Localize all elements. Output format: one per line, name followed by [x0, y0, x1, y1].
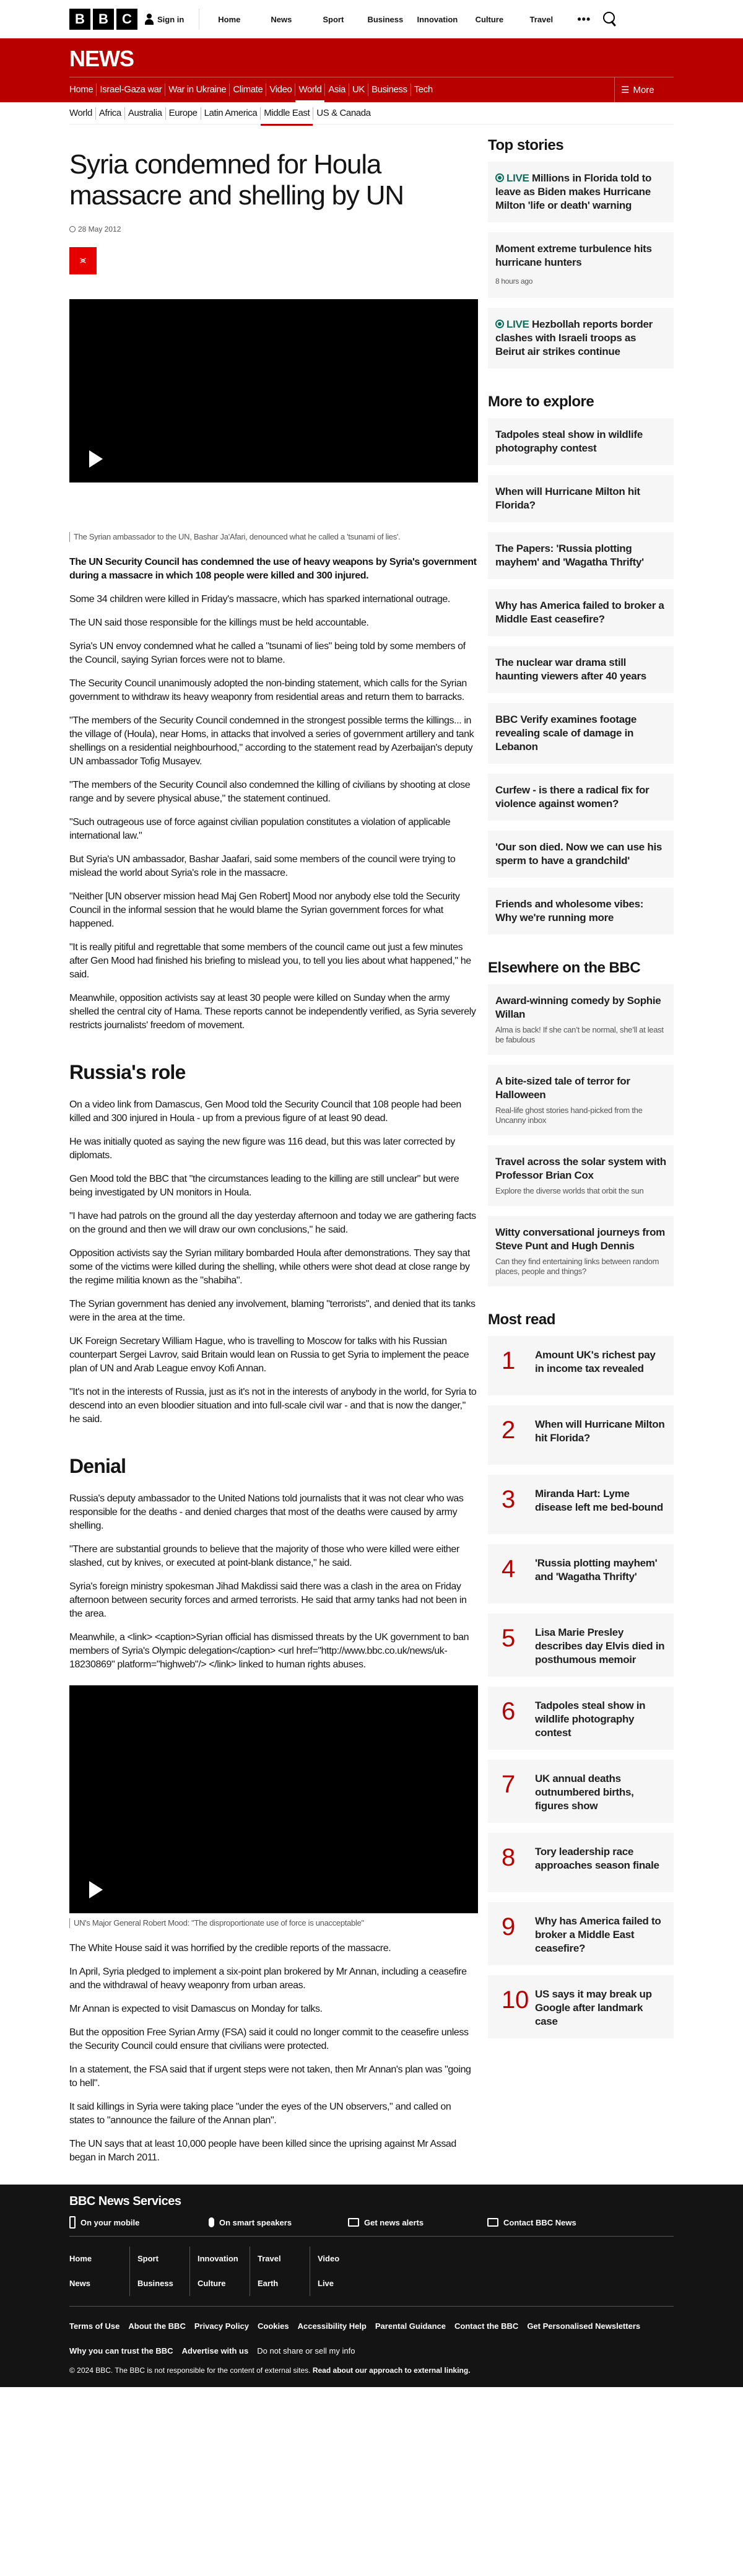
footer-link-parental-guidance[interactable]: Parental Guidance [375, 2321, 446, 2331]
user-icon [145, 14, 154, 25]
mail-icon [487, 2218, 498, 2227]
rank-number: 7 [502, 1771, 515, 1798]
more-label: More [633, 84, 654, 95]
article-paragraph: Gen Mood told the BBC that "the circumstances leading to the killing are still unclear" but were being investigated by UN monitors in Houla. [69, 1174, 459, 1198]
article-paragraph: In a statement, the FSA said that if urgent steps were not taken, then Mr Annan's plan was "going to hell". [69, 2064, 471, 2089]
footer-column [310, 2246, 370, 2296]
footer-link-innovation[interactable]: Innovation [198, 2254, 238, 2263]
footer-link-advertise-with-us[interactable]: Advertise with us [181, 2346, 249, 2356]
microphone-icon [209, 2217, 214, 2227]
article-paragraph: "There are substantial grounds to believe that the majority of those who were killed were either slashed, cut by knives, or executed at point-blank distance," he said. [69, 1544, 459, 1568]
global-nav [203, 15, 567, 24]
bbc-logo[interactable]: B B C [69, 9, 137, 30]
news-nav-war-in-ukraine[interactable]: War in Ukraine [165, 84, 229, 96]
news-nav-business[interactable]: Business [368, 84, 411, 96]
live-badge [495, 172, 529, 184]
article-paragraph: Opposition activists say the Syrian military bombarded Houla after demonstrations. They say that some of the victims were killed during the shelling, while others were shot dead at close range by the regime militia known as the "shabiha". [69, 1248, 470, 1286]
footer-link-culture[interactable]: Culture [198, 2279, 226, 2288]
explore-card[interactable]: Why has America failed to broker a Middle East ceasefire? [488, 589, 674, 636]
most-read-title: Tory leadership race approaches season finale [535, 1846, 659, 1871]
footer-link-travel[interactable]: Travel [258, 2254, 281, 2263]
nav-home[interactable]: Home [218, 14, 241, 24]
global-header [0, 0, 743, 38]
elsewhere-title: Witty conversational journeys from Steve Punt and Hugh Dennis [495, 1226, 665, 1252]
article-paragraph: Syria's UN envoy condemned what he called a "tsunami of lies" being told by some members of the Council, saying Syrian forces were not to blame. [69, 641, 466, 665]
news-banner [0, 38, 743, 102]
most-read-item[interactable] [488, 1405, 674, 1465]
most-read-item[interactable] [488, 1833, 674, 1892]
top-story-card[interactable] [488, 308, 674, 369]
most-read-item[interactable] [488, 1975, 674, 2038]
section-heading: Denial [69, 1455, 126, 1477]
subnav-africa[interactable]: Africa [95, 107, 124, 120]
news-nav-home[interactable]: Home [69, 84, 93, 95]
most-read-item[interactable] [488, 1687, 674, 1750]
article-paragraph: In April, Syria pledged to implement a six-point plan brokered by Mr Annan, including a ceasefire and the withdrawal of heavy weaponry from urban areas. [69, 1967, 467, 1991]
footer-column [250, 2246, 310, 2296]
live-label: LIVE [506, 318, 529, 330]
footer-link-about-the-bbc[interactable]: About the BBC [128, 2321, 186, 2331]
most-read-item[interactable] [488, 1544, 674, 1604]
nav-business[interactable]: Business [367, 14, 404, 24]
more-menu-button[interactable] [614, 77, 674, 102]
most-read-title: Why has America failed to broker a Middle East ceasefire? [535, 1915, 661, 1954]
explore-card[interactable]: Tadpoles steal show in wildlife photography contest [488, 418, 674, 465]
explore-card[interactable]: Friends and wholesome vibes: Why we're running more [488, 888, 674, 935]
article-paragraph: He was initially quoted as saying the new figure was 116 dead, but this was later corrected by diplomats. [69, 1137, 455, 1161]
more-to-explore-heading: More to explore [488, 393, 594, 410]
rank-number: 10 [502, 1986, 529, 2014]
footer-link-sport[interactable]: Sport [137, 2254, 159, 2263]
elsewhere-summary: Real-life ghost stories hand-picked from the Uncanny inbox [495, 1106, 643, 1125]
rank-number: 9 [502, 1913, 515, 1941]
article-paragraph: Syria's foreign ministry spokesman Jihad Makdissi said there was a clash in the area on Friday afternoon between security forces and armed terrorists. He said that army tanks had not been in the area. [69, 1581, 467, 1619]
subnav-europe[interactable]: Europe [165, 107, 201, 120]
subnav-middle-east[interactable]: Middle East [260, 107, 313, 120]
footer-link-video[interactable]: Video [318, 2254, 340, 2263]
do-not-sell-link[interactable]: Do not share or sell my info [257, 2346, 355, 2356]
nav-sport[interactable]: Sport [323, 14, 344, 24]
search-icon[interactable] [603, 12, 617, 27]
footer-link-home[interactable]: Home [69, 2254, 92, 2263]
live-label: LIVE [506, 172, 529, 184]
article-paragraph: Mr Annan is expected to visit Damascus on Monday for talks. [69, 2004, 323, 2014]
footer-link-get-personalised-newsletters[interactable]: Get Personalised Newsletters [527, 2321, 641, 2331]
most-read-title: Tadpoles steal show in wildlife photography contest [535, 1700, 646, 1739]
footer-column [69, 2246, 129, 2296]
article-paragraph: "Neither [UN observer mission head Maj Gen Robert] Mood nor anybody else told the Security Council in the informal session that he would blame the Syrian government forces for what happened. [69, 891, 460, 929]
sidebar [488, 137, 674, 2175]
news-brand[interactable]: NEWS [69, 46, 134, 71]
video-caption: The Syrian ambassador to the UN, Bashar Ja'Afari, denounced what he called a 'tsunami of lies'. [69, 532, 478, 542]
subnav-world[interactable]: World [69, 107, 92, 118]
footer [0, 2185, 743, 2387]
article-paragraph: The UN said those responsible for the killings must be held accountable. [69, 618, 369, 628]
most-read-title: 'Russia plotting mayhem' and 'Wagatha Thrifty' [535, 1557, 658, 1583]
service-contact-bbc-news[interactable] [487, 2216, 627, 2229]
footer-links [69, 2307, 674, 2364]
share-button[interactable] [69, 247, 97, 274]
most-read-item[interactable] [488, 1902, 674, 1965]
footer-link-why-you-can-trust-the-bbc[interactable]: Why you can trust the BBC [69, 2346, 173, 2356]
article-paragraph: "I have had patrols on the ground all the day yesterday afternoon and today we are gathering facts on the ground and then we will draw our own conclusions," he said. [69, 1211, 476, 1235]
article-paragraph: The Syrian government has denied any involvement, blaming "terrorists", and denied that its tanks were in the area at the time. [69, 1299, 476, 1323]
article-paragraph: Some 34 children were killed in Friday's massacre, which has sparked international outrage. [69, 594, 450, 605]
rank-number: 5 [502, 1625, 515, 1652]
news-nav [69, 77, 674, 102]
most-read-item[interactable] [488, 1336, 674, 1395]
elsewhere-card[interactable] [488, 984, 674, 1055]
most-read-title: Amount UK's richest pay in income tax revealed [535, 1349, 656, 1374]
article-paragraph: "Such outrageous use of force against civilian population constitutes a violation of applicable international law." [69, 817, 451, 841]
play-icon[interactable] [89, 450, 103, 468]
footer-column [189, 2246, 250, 2296]
external-linking-link[interactable]: Read about our approach to external linking. [312, 2366, 471, 2375]
most-read-title: UK annual deaths outnumbered births, figures show [535, 1773, 634, 1812]
ellipsis-icon[interactable]: ••• [577, 12, 591, 25]
explore-card[interactable]: Curfew - is there a radical fix for violence against women? [488, 774, 674, 821]
article-paragraph: But the opposition Free Syrian Army (FSA) said it could no longer commit to the ceasefire unless the Security Council could ensure that civilians were protected. [69, 2027, 469, 2051]
footer-link-terms-of-use[interactable]: Terms of Use [69, 2321, 120, 2331]
rank-number: 1 [502, 1347, 515, 1374]
video-player[interactable] [69, 1685, 478, 1913]
news-nav-tech[interactable]: Tech [411, 84, 436, 96]
service-on-smart-speakers[interactable] [209, 2216, 348, 2229]
elsewhere-card[interactable] [488, 1065, 674, 1135]
footer-column [129, 2246, 189, 2296]
copyright [69, 2366, 674, 2375]
section-heading: Russia's role [69, 1061, 186, 1083]
article-paragraph: The UN says that at least 10,000 people have been killed since the uprising against Mr Assad began in March 2011. [69, 2139, 456, 2163]
news-nav-uk[interactable]: UK [349, 84, 368, 96]
story-title: Moment extreme turbulence hits hurricane hunters [495, 243, 652, 268]
article [69, 137, 478, 2175]
news-nav-video[interactable]: Video [266, 84, 295, 96]
explore-card[interactable]: When will Hurricane Milton hit Florida? [488, 475, 674, 522]
rank-number: 6 [502, 1698, 515, 1725]
footer-nav [69, 2237, 674, 2307]
article-paragraph: "It's not in the interests of Russia, just as it's not in the interests of anybody in the world, for Syria to descend into an even bloodier situation and into full-scale civil war - and that is now the danger," he said. [69, 1387, 477, 1425]
article-paragraph: "The members of the Security Council also condemned the killing of civilians by shooting at close range and by severe physical abuse," the statement continued. [69, 780, 471, 804]
share-icon: ⪤ [79, 255, 87, 266]
most-read-item[interactable] [488, 1475, 674, 1534]
article-paragraph: Meanwhile, a <link> <caption>Syrian official has dismissed threats by the UK government to ban members of Syria's Olympic delegation</caption> <url href="http://www.bbc.co.uk/news/uk-18230869" platform="highweb"/> </link> linked to human rights abuses. [69, 1632, 469, 1670]
rank-number: 2 [502, 1417, 515, 1444]
explore-card[interactable]: 'Our son died. Now we can use his sperm to have a grandchild' [488, 831, 674, 878]
article-title: Syria condemned for Houla massacre and shelling by UN [69, 149, 404, 211]
subnav-australia[interactable]: Australia [124, 107, 165, 120]
rank-number: 3 [502, 1486, 515, 1513]
live-icon [495, 320, 504, 328]
most-read-item[interactable] [488, 1613, 674, 1677]
live-badge [495, 318, 529, 330]
footer-link-live[interactable]: Live [318, 2279, 334, 2288]
article-paragraph: It said killings in Syria were taking place "under the eyes of the UN observers," and called on states to "announce the failure of the Annan plan". [69, 2102, 451, 2126]
subnav-us-canada[interactable]: US & Canada [313, 107, 373, 120]
news-nav-climate[interactable]: Climate [229, 84, 266, 96]
footer-link-privacy-policy[interactable]: Privacy Policy [194, 2321, 250, 2331]
elsewhere-title: Award-winning comedy by Sophie Willan [495, 995, 661, 1020]
menu-icon: ☰ [621, 85, 630, 95]
article-intro: The UN Security Council has condemned the use of heavy weapons by Syria's government during a massacre in which 108 people were killed and 300 injured. [69, 557, 477, 581]
service-label: Get news alerts [364, 2217, 424, 2227]
rank-number: 4 [502, 1555, 515, 1583]
date-text: 28 May 2012 [78, 225, 121, 234]
clock-icon [69, 226, 76, 232]
most-read-title: Miranda Hart: Lyme disease left me bed-bound [535, 1488, 663, 1513]
article-paragraph: "It is really pitiful and regrettable that some members of the council came out just a few minutes after Gen Mood had finished his briefing to mislead you, to tell you lies about what happened," he said. [69, 942, 471, 980]
top-story-card[interactable] [488, 162, 674, 222]
top-story-card[interactable] [488, 232, 674, 298]
nav-news[interactable]: News [271, 14, 292, 24]
live-icon [495, 173, 504, 182]
elsewhere-summary: Alma is back! If she can’t be normal, she’ll at least be fabulous [495, 1025, 664, 1044]
article-paragraph: "The members of the Security Council condemned in the strongest possible terms the killings... in the village of (Houla), near Homs, in attacks that involved a series of government artillery and tank shellings on a residential neighbourhood," according to the statement read by Azerbaijan's deputy UN ambassador Tofig Musayev. [69, 715, 474, 767]
footer-link-cookies[interactable]: Cookies [258, 2321, 289, 2331]
rank-number: 8 [502, 1844, 515, 1871]
most-read-title: Lisa Marie Presley describes day Elvis died in posthumous memoir [535, 1626, 665, 1666]
service-on-your-mobile[interactable] [69, 2216, 209, 2229]
elsewhere-summary: Explore the diverse worlds that orbit the sun [495, 1186, 644, 1195]
footer-link-accessibility-help[interactable]: Accessibility Help [297, 2321, 367, 2331]
most-read-item[interactable] [488, 1760, 674, 1823]
top-stories-heading: Top stories [488, 137, 564, 154]
video-player[interactable] [69, 299, 478, 482]
video-caption: UN's Major General Robert Mood: "The disproportionate use of force is unacceptable" [69, 1918, 478, 1928]
nav-innovation[interactable]: Innovation [417, 14, 458, 24]
elsewhere-card[interactable] [488, 1216, 674, 1286]
story-title: Millions in Florida told to leave as Biden makes Hurricane Milton 'life or death' warning [495, 172, 652, 211]
footer-heading: BBC News Services [69, 2194, 181, 2208]
sign-in-button[interactable] [145, 9, 199, 30]
story-time: 8 hours ago [495, 277, 533, 286]
most-read-heading: Most read [488, 1311, 555, 1328]
article-paragraph: The White House said it was horrified by the credible reports of the massacre. [69, 1943, 391, 1954]
footer-link-news[interactable]: News [69, 2279, 90, 2288]
article-paragraph: Meanwhile, opposition activists say at least 30 people were killed on Sunday when the army shelled the central city of Hama. These reports cannot be independently verified, as Syria severely restricts journalists' freedom of movement. [69, 993, 476, 1031]
news-services [69, 2216, 674, 2237]
elsewhere-title: A bite-sized tale of terror for Halloween [495, 1075, 630, 1101]
play-icon[interactable] [89, 1881, 103, 1898]
article-paragraph: But Syria's UN ambassador, Bashar Jaafari, said some members of the council were trying to mislead the world about Syria's role in the massacre. [69, 854, 456, 878]
alert-icon [348, 2218, 359, 2227]
explore-card[interactable]: The Papers: 'Russia plotting mayhem' and 'Wagatha Thrifty' [488, 532, 674, 579]
subnav-latin-america[interactable]: Latin America [201, 107, 261, 120]
copyright-text: © 2024 BBC. The BBC is not responsible for the content of external sites. [69, 2366, 311, 2375]
elsewhere-title: Travel across the solar system with Professor Brian Cox [495, 1156, 666, 1181]
nav-travel[interactable]: Travel [529, 14, 554, 24]
article-paragraph: On a video link from Damascus, Gen Mood told the Security Council that 108 people had been killed and 300 injured in Houla - up from a previous figure of at least 90 dead. [69, 1099, 461, 1124]
elsewhere-heading: Elsewhere on the BBC [488, 959, 641, 976]
news-nav-world[interactable]: World [295, 84, 324, 96]
article-paragraph: The Security Council unanimously adopted the non-binding statement, which calls for the Syrian government to withdraw its heavy weaponry from residential areas and return them to barracks. [69, 678, 467, 702]
footer-link-contact-the-bbc[interactable]: Contact the BBC [454, 2321, 519, 2331]
service-label: On smart speakers [219, 2217, 292, 2227]
service-label: On your mobile [80, 2217, 140, 2227]
elsewhere-summary: Can they find entertaining links between random places, people and things? [495, 1257, 659, 1276]
article-paragraph: UK Foreign Secretary William Hague, who is travelling to Moscow for talks with his Russian counterpart Sergei Lavrov, said Britain would lean on Russia to get Syria to implement the peace plan of UN and Arab League envoy Kofi Annan. [69, 1336, 469, 1374]
footer-link-business[interactable]: Business [137, 2279, 173, 2288]
most-read-title: When will Hurricane Milton hit Florida? [535, 1418, 665, 1444]
sign-in-label: Sign in [157, 14, 185, 24]
explore-card[interactable]: BBC Verify examines footage revealing scale of damage in Lebanon [488, 703, 674, 764]
article-paragraph: Russia's deputy ambassador to the United Nations told journalists that it was not clear who was responsible for the deaths - and denied charges that most of the deaths were caused by army shelling. [69, 1493, 464, 1531]
service-get-news-alerts[interactable] [348, 2216, 487, 2229]
elsewhere-card[interactable] [488, 1145, 674, 1206]
article-date [69, 225, 478, 234]
service-label: Contact BBC News [503, 2217, 576, 2227]
news-nav-asia[interactable]: Asia [324, 84, 349, 96]
most-read-title: US says it may break up Google after landmark case [535, 1988, 652, 2027]
news-nav-israel-gaza-war[interactable]: Israel-Gaza war [96, 84, 165, 96]
nav-culture[interactable]: Culture [475, 14, 504, 24]
mobile-icon [69, 2216, 76, 2229]
explore-card[interactable]: The nuclear war drama still haunting viewers after 40 years [488, 646, 674, 693]
footer-link-earth[interactable]: Earth [258, 2279, 279, 2288]
world-subnav [69, 102, 674, 124]
story-title: Hezbollah reports border clashes with Israeli troops as Beirut air strikes continue [495, 318, 653, 357]
